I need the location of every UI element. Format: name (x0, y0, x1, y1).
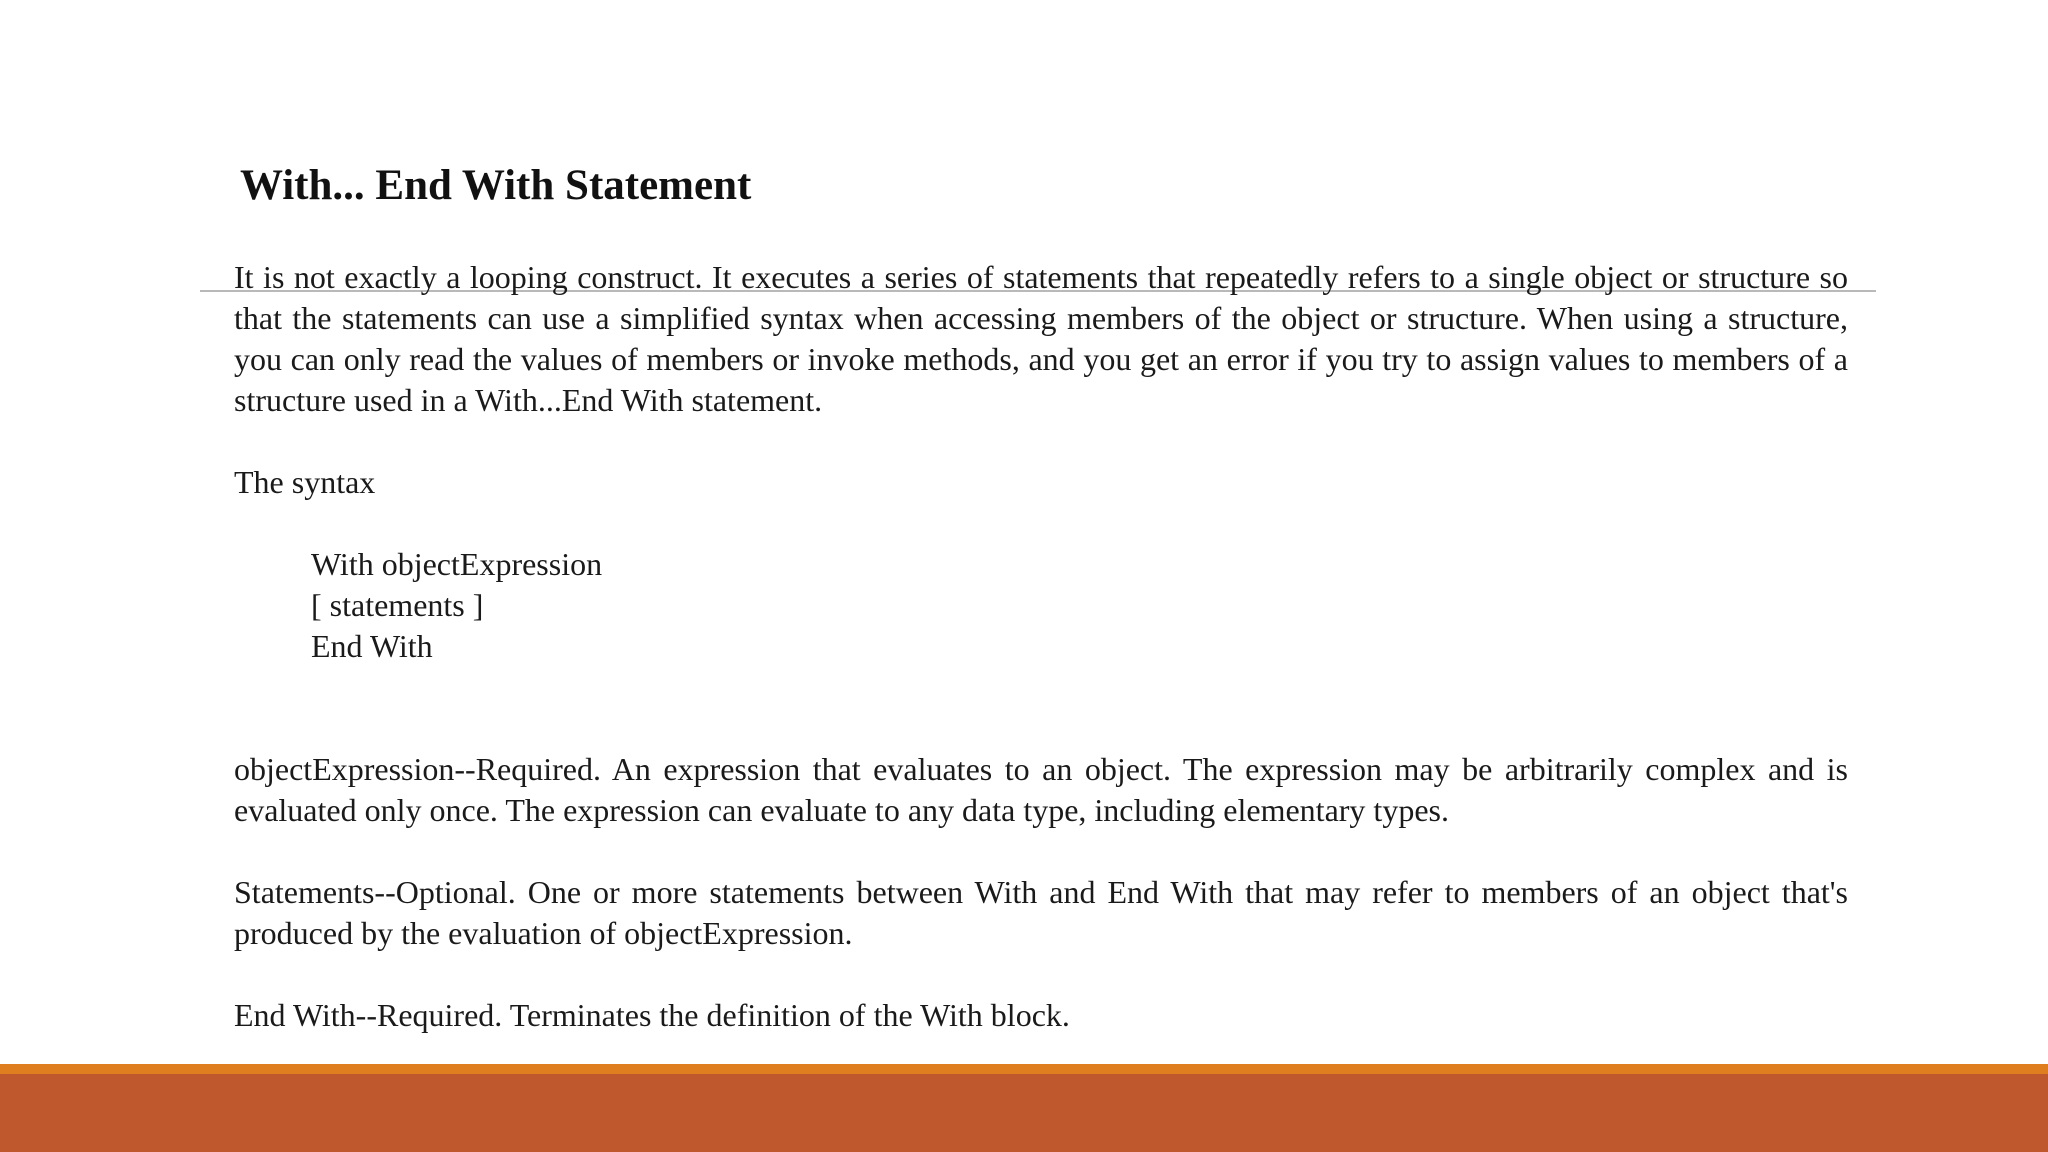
syntax-heading: The syntax (234, 464, 376, 500)
definition-end-with: End With--Required. Terminates the definition of the With block. (234, 997, 1070, 1033)
intro-paragraph: It is not exactly a looping construct. It executes a series of statements that repeatedly refers to a single object or structure so that the statements can use a simplified syntax when accessing members of the object or structure. When using a structure, you can only read the values of members or invoke methods, and you get an error if you try to assign values to members of a structure used in a With...End With statement. (234, 259, 1848, 418)
definition-object-expression: objectExpression--Required. An expression that evaluates to an object. The expression may be arbitrarily complex and is evaluated only once. The expression can evaluate to any data type, including elementary types. (234, 751, 1848, 828)
slide-title: With... End With Statement (240, 162, 752, 209)
footer-band (0, 1074, 2048, 1152)
definition-statements: Statements--Optional. One or more statements between With and End With that may refer to members of an object that's produced by the evaluation of objectExpression. (234, 874, 1848, 951)
syntax-line-end-with: End With (311, 628, 433, 664)
syntax-line-statements: [ statements ] (311, 587, 484, 623)
footer-accent-stripe (0, 1064, 2048, 1074)
syntax-line-with: With objectExpression (311, 546, 603, 582)
